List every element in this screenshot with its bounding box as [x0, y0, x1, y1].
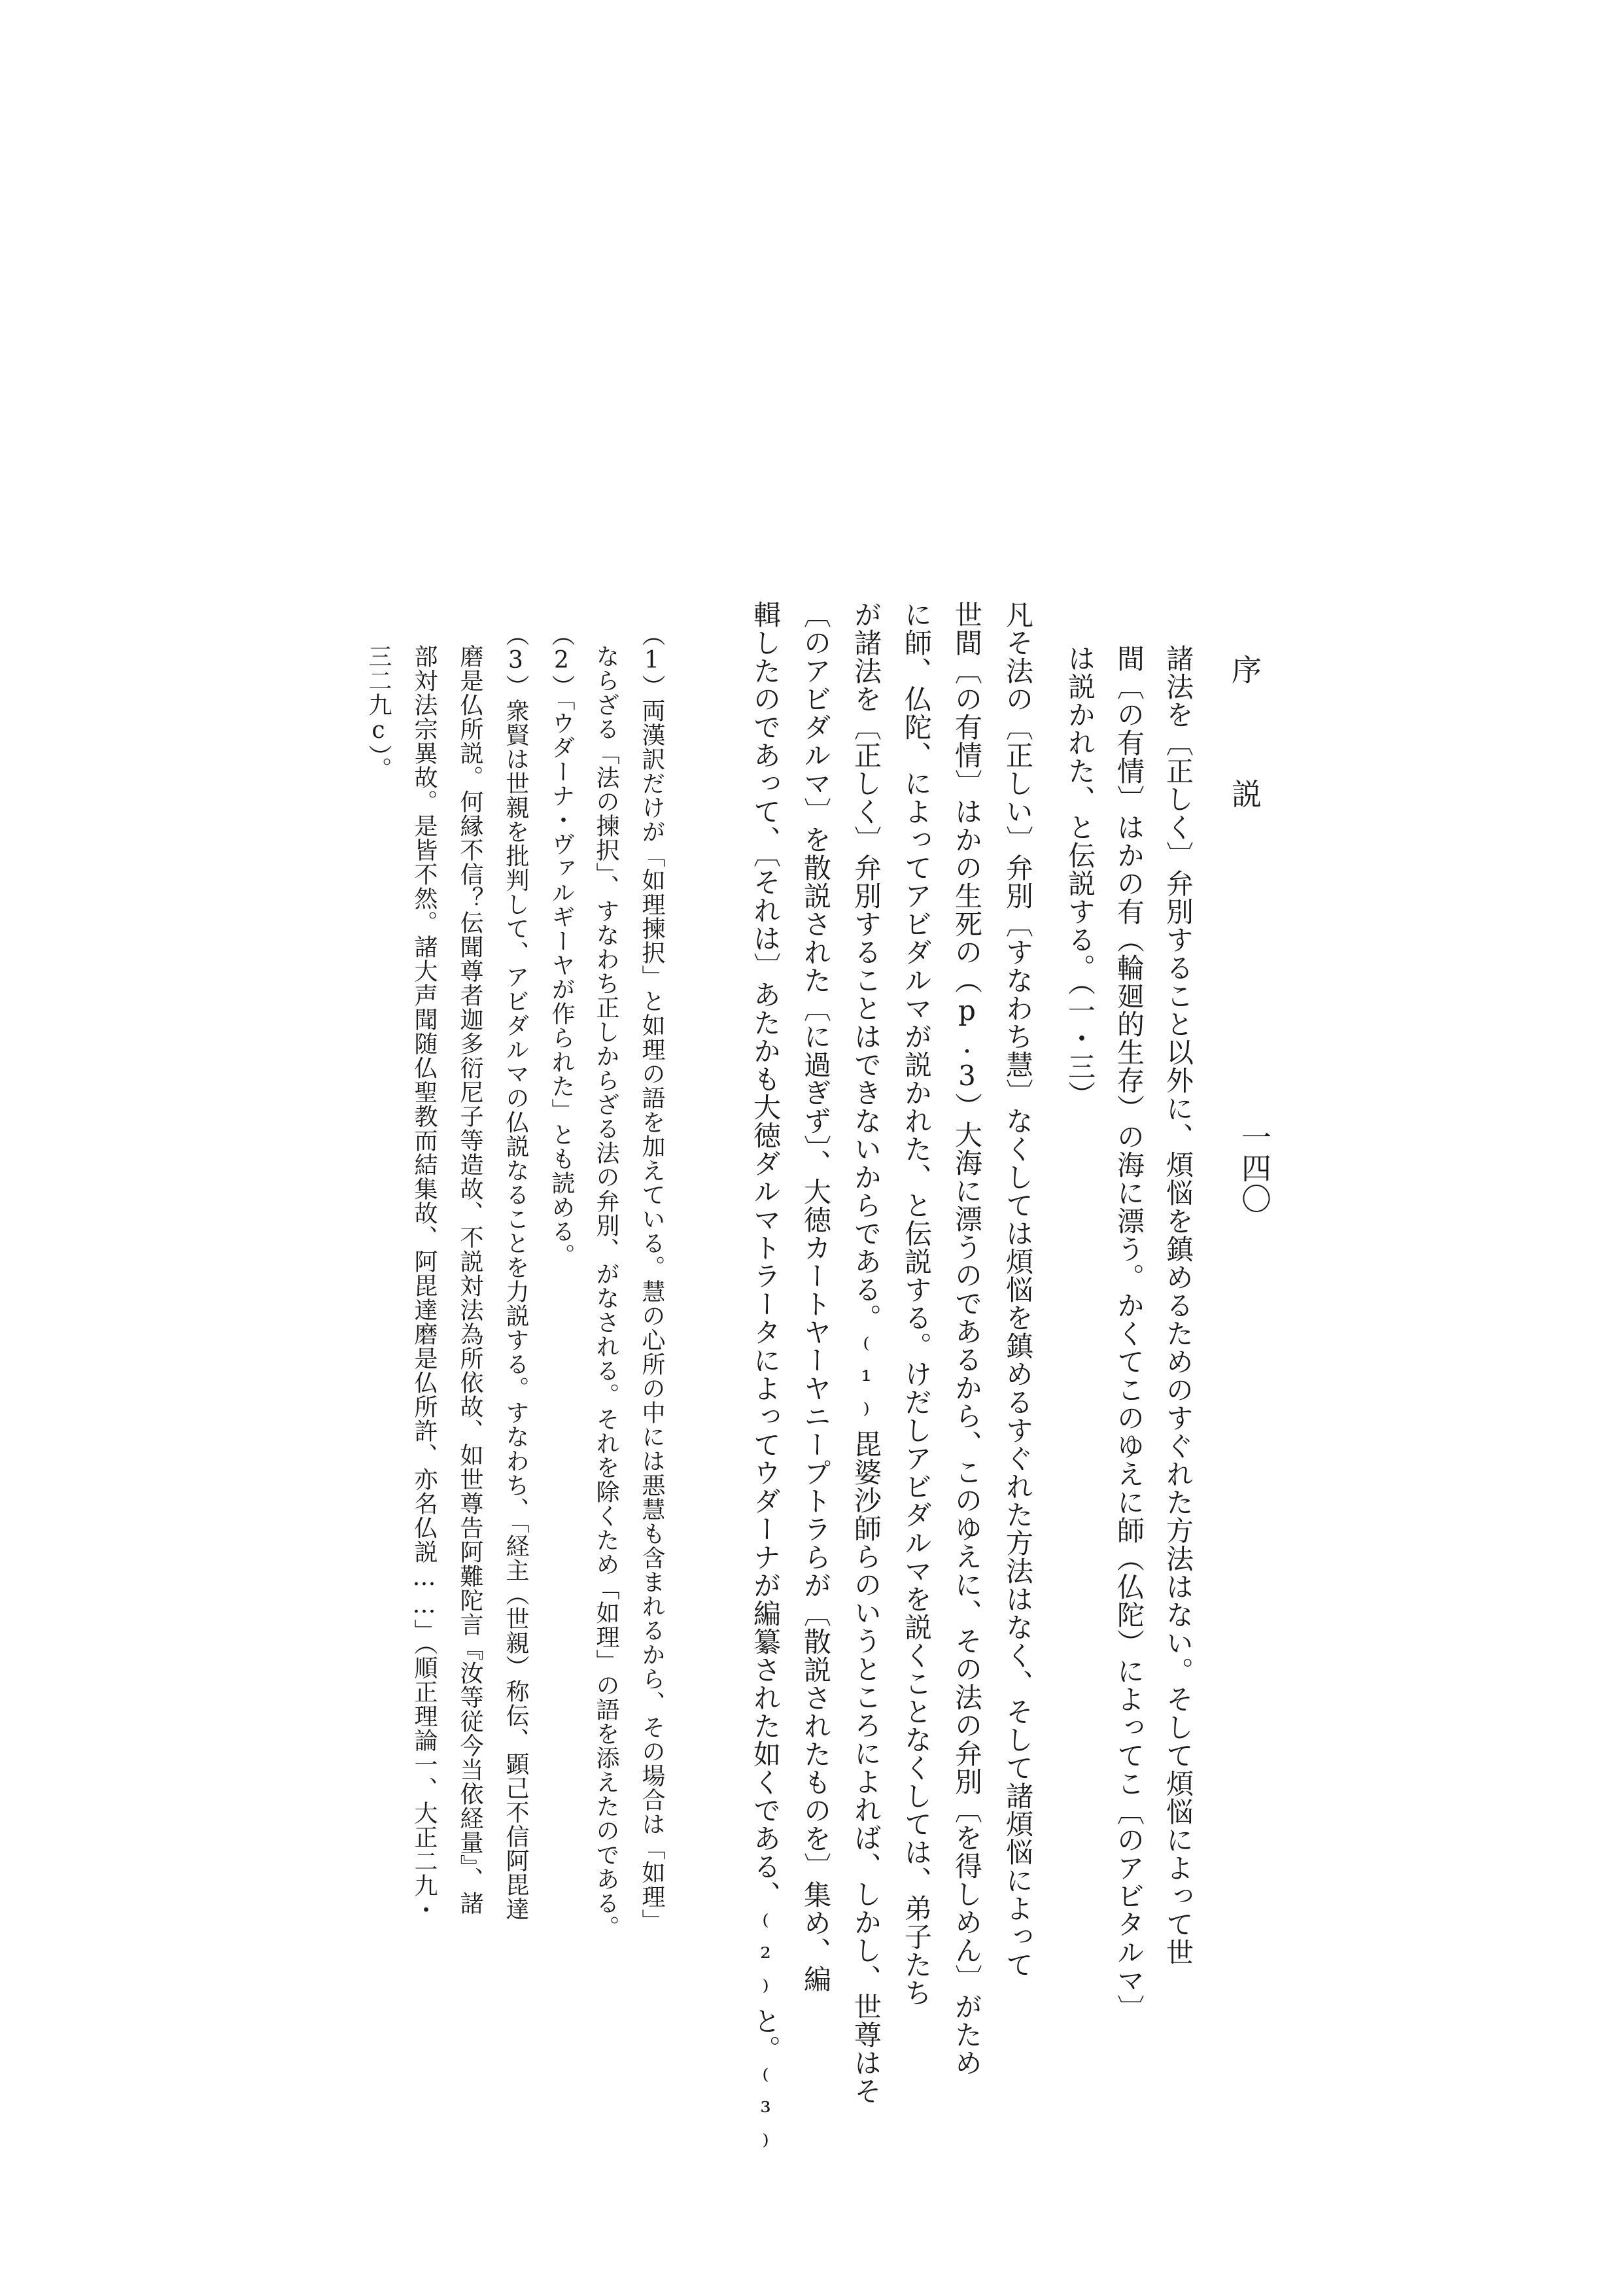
note-line-1: （1）両漢訳だけが「如理揀択」と如理の語を加えている。慧の心所の中には悪慧も含まれるから、その場合は「如理」 — [638, 623, 665, 1933]
section-title-1: 序 — [1227, 654, 1262, 684]
note-line-4: （3）衆賢は世親を批判して、アビダルマの仏説なることを力説する。すなわち、「経主（世親）称伝、顕己不信阿毘達 — [502, 623, 529, 1921]
body-line-7: が諸法を〔正しく〕弁別することはできないからである。⁽¹⁾毘婆沙師らのいうところによれば、しかし、世尊はそ — [850, 600, 882, 2105]
note-line-2: ならざる「法の揀択」、すなわち正しからざる法の弁別、がなされる。それを除くため「如理」の語を添えたのである。 — [593, 644, 619, 1939]
section-title-2: 説 — [1227, 778, 1262, 809]
note-line-3: （2）「ウダーナ・ヴァルギーヤが作られた」とも読める。 — [548, 623, 575, 1268]
note-line-7: 三二九c）。 — [365, 644, 392, 781]
body-line-3: は説かれた、と伝説する。（一・三） — [1064, 644, 1096, 1109]
body-line-6: に師、仏陀、によってアビダルマが説かれた、と伝説する。けだしアビダルマを説くことなくしては、弟子たち — [901, 600, 933, 2007]
body-line-4: 凡そ法の〔正しい〕弁別〔すなわち慧〕なくしては煩悩を鎮めるすぐれた方法はなく、そして諸煩悩によって — [1002, 600, 1034, 1979]
body-line-2: 間〔の有情〕はかの有（輪廻的生存）の海に漂う。かくてこのゆえに師（仏陀）によってこ〔のアビタルマ〕 — [1113, 644, 1145, 2023]
body-line-5: 世間〔の有情〕はかの生死の（p.3）大海に漂うのであるから、このゆえに、その法の弁別〔を得しめん〕がため — [951, 600, 983, 2077]
page-number: 一四〇 — [1237, 1122, 1272, 1214]
note-line-6: 部対法宗異故。是皆不然。諸大声聞随仏聖教而結集故、阿毘達磨是仏所許、亦名仏説……」（順正理論一、大正二九・ — [411, 644, 438, 1922]
body-line-8: 〔のアビダルマ〕を散説された〔に過ぎず〕、大徳カートヤーヤニープトラらが〔散説されたものを〕集め、編 — [800, 600, 832, 1993]
body-line-9: 輯したのであって、〔それは〕あたかも大徳ダルマトラータによってウダーナが編纂された如くである、⁽²⁾と。⁽³⁾ — [750, 600, 782, 2161]
body-line-1: 諸法を〔正しく〕弁別すること以外に、煩悩を鎮めるためのすぐれた方法はない。そして煩悩によって世 — [1162, 644, 1194, 1966]
note-line-5: 磨是仏所説。何縁不信？伝聞尊者迦多衍尼子等造故、不説対法為所依故、如世尊告阿難陀言『汝等従今当依経量』、諸 — [457, 644, 483, 1915]
